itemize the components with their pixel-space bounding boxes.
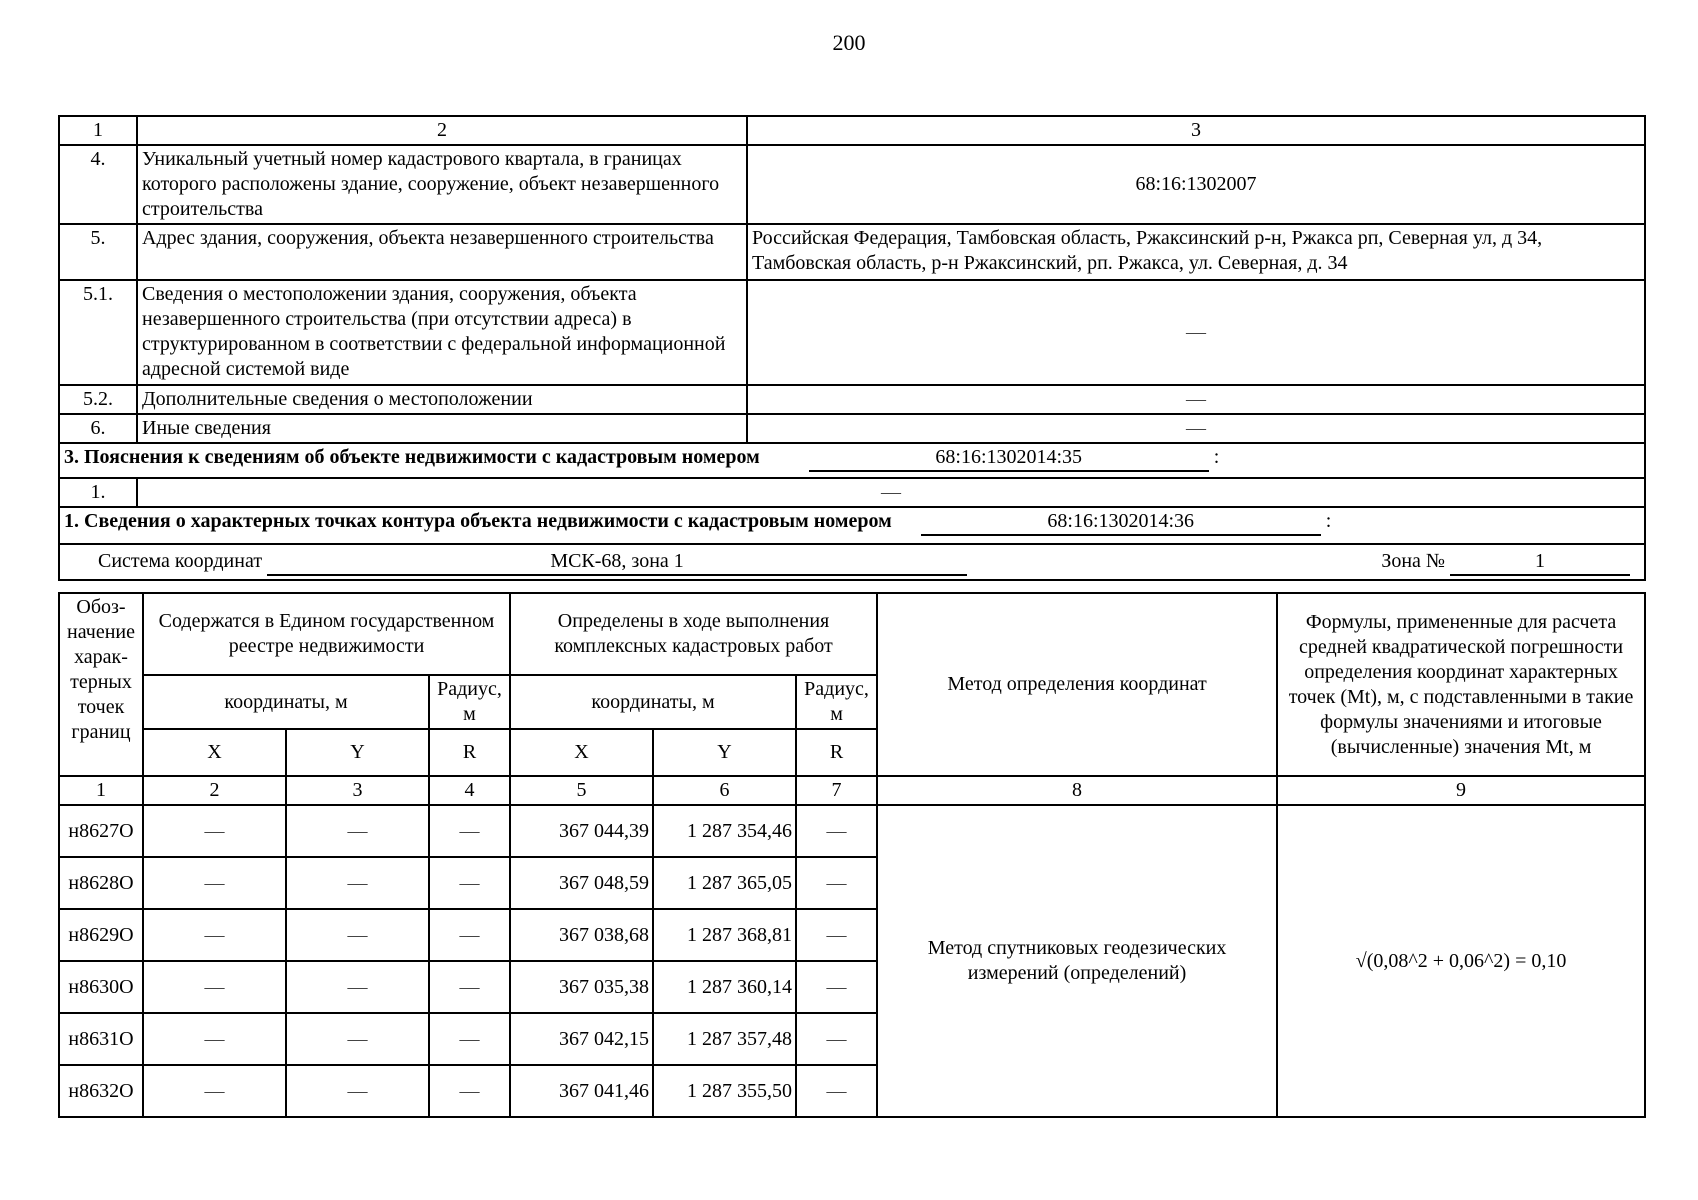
section3-title: 3. Пояснения к сведениям об объекте недвижимости с кадастровым номером [64,446,760,468]
characteristic-points-table [58,592,1646,1118]
egrn-r: — [429,805,510,857]
kkr-coords-header: координаты, м [510,675,796,729]
point-designation: н8627О [59,805,143,857]
egrn-y: — [286,909,429,961]
section3-colon: : [1213,446,1220,468]
method-value: Метод спутниковых геодезических измерений (определений) [877,805,1277,1117]
row-number: 4. [59,145,137,224]
egrn-y: — [286,805,429,857]
section3-cadastral-number: 68:16:1302014:35 [809,445,1209,472]
kkr-y: 1 287 354,46 [653,805,796,857]
egrn-r: — [429,961,510,1013]
kkr-y-header: Y [653,729,796,776]
zone-value: 1 [1450,549,1630,576]
egrn-x: — [143,805,286,857]
object-info-table [58,115,1646,581]
kkr-r: — [796,961,877,1013]
section3-header-row [59,443,1645,478]
row-number: 5.2. [59,385,137,414]
egrn-coords-header: координаты, м [143,675,429,729]
kkr-y: 1 287 355,50 [653,1065,796,1117]
col-number: 9 [1277,776,1645,805]
kkr-y: 1 287 360,14 [653,961,796,1013]
egrn-header: Содержатся в Едином государственном реестре недвижимости [143,593,510,675]
zone-label: Зона № [1381,549,1445,572]
kkr-x: 367 038,68 [510,909,653,961]
point-designation-header: Обоз-начение харак-терных точек границ [59,593,143,776]
point-designation: н8628О [59,857,143,909]
egrn-r-header: R [429,729,510,776]
row-number: 1. [59,478,137,507]
egrn-y: — [286,1065,429,1117]
col-number: 7 [796,776,877,805]
row-label: Адрес здания, сооружения, объекта незавершенного строительства [137,224,747,280]
kkr-x: 367 041,46 [510,1065,653,1117]
row-value: — [747,385,1645,414]
formula-header: Формулы, примененные для расчета средней квадратической погрешности определения координат характерных точек (Mt), м, с подставленными в такие формулы значениями и итоговые (вычисленные) значения Mt, м [1277,593,1645,776]
kkr-r: — [796,909,877,961]
egrn-x: — [143,1065,286,1117]
egrn-x: — [143,1013,286,1065]
egrn-x: — [143,961,286,1013]
egrn-y-header: Y [286,729,429,776]
row-label: Иные сведения [137,414,747,443]
egrn-x-header: X [143,729,286,776]
row-value: — [747,414,1645,443]
point-designation: н8630О [59,961,143,1013]
coord-system-label: Система координат [98,549,263,572]
table-row [59,224,1645,280]
egrn-y: — [286,857,429,909]
col-number: 4 [429,776,510,805]
col-number: 6 [653,776,796,805]
kkr-r: — [796,1065,877,1117]
table-row [59,805,1645,857]
egrn-r: — [429,857,510,909]
section1-header-row [59,507,1645,544]
formula-value: √(0,08^2 + 0,06^2) = 0,10 [1277,805,1645,1117]
section3-row [59,478,1645,507]
col-header-2: 2 [137,116,747,145]
section1-colon: : [1325,510,1332,532]
egrn-y: — [286,1013,429,1065]
col-number: 8 [877,776,1277,805]
section1-title: 1. Сведения о характерных точках контура объекта недвижимости с кадастровым номером [64,510,892,532]
egrn-r: — [429,1013,510,1065]
egrn-x: — [143,857,286,909]
row-value: — [137,478,1645,507]
kkr-header: Определены в ходе выполнения комплексных кадастровых работ [510,593,877,675]
egrn-y: — [286,961,429,1013]
kkr-x: 367 042,15 [510,1013,653,1065]
table-header-row [59,116,1645,145]
col-number: 1 [59,776,143,805]
row-label: Уникальный учетный номер кадастрового квартала, в границах которого расположены здание, сооружение, объект незавершенного строительства [137,145,747,224]
method-header: Метод определения координат [877,593,1277,776]
kkr-y: 1 287 365,05 [653,857,796,909]
page-number: 200 [832,30,866,55]
row-value: — [747,280,1645,385]
egrn-r: — [429,909,510,961]
col-number: 3 [286,776,429,805]
kkr-x: 367 035,38 [510,961,653,1013]
kkr-x: 367 048,59 [510,857,653,909]
kkr-y: 1 287 357,48 [653,1013,796,1065]
col-number: 2 [143,776,286,805]
row-number: 6. [59,414,137,443]
kkr-r: — [796,805,877,857]
table-row [59,280,1645,385]
egrn-r: — [429,1065,510,1117]
table-row [59,414,1645,443]
kkr-y: 1 287 368,81 [653,909,796,961]
table-row [59,145,1645,224]
row-value: Российская Федерация, Тамбовская область, Ржаксинский р-н, Ржакса рп, Северная ул, д 34, Тамбовская область, р-н Ржаксинский, рп. Ржакса, ул. Северная, д. 34 [747,224,1645,280]
kkr-r: — [796,857,877,909]
kkr-x: 367 044,39 [510,805,653,857]
table-row [59,385,1645,414]
column-numbers-row [59,776,1645,805]
row-number: 5.1. [59,280,137,385]
col-number: 5 [510,776,653,805]
point-designation: н8629О [59,909,143,961]
point-designation: н8632О [59,1065,143,1117]
row-number: 5. [59,224,137,280]
col-header-3: 3 [747,116,1645,145]
kkr-r-header: R [796,729,877,776]
col-header-1: 1 [59,116,137,145]
row-value: 68:16:1302007 [747,145,1645,224]
kkr-radius-header: Радиус, м [796,675,877,729]
point-designation: н8631О [59,1013,143,1065]
row-label: Сведения о местоположении здания, сооружения, объекта незавершенного строительства (при отсутствии адреса) в структурированном в соответствии с федеральной информационной адресной системой виде [137,280,747,385]
section1-cadastral-number: 68:16:1302014:36 [921,509,1321,536]
kkr-r: — [796,1013,877,1065]
kkr-x-header: X [510,729,653,776]
egrn-x: — [143,909,286,961]
coord-system-value: МСК-68, зона 1 [267,549,967,576]
egrn-radius-header: Радиус, м [429,675,510,729]
row-label: Дополнительные сведения о местоположении [137,385,747,414]
coord-system-row [59,544,1645,580]
